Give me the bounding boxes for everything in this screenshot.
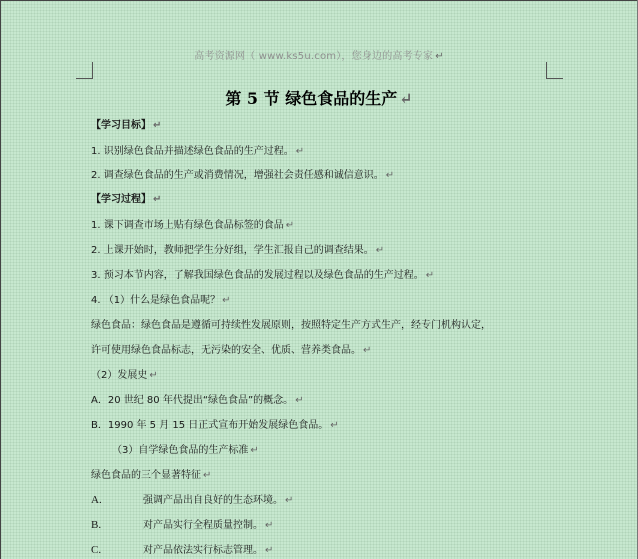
process-step-2: 2. 上课开始时，教师把学生分好组，学生汇报自己的调查结果。 ↵ <box>91 245 385 256</box>
objective-1: 1. 识别绿色食品并描述绿色食品的生产过程。 ↵ <box>91 146 305 157</box>
process-step-4: 4. （1）什么是绿色食品呢？ ↵ <box>91 295 231 306</box>
feature-b: B. 对产品实行全程质量控制。 ↵ <box>91 519 274 531</box>
section-heading-objectives: 【学习目标】 ↵ <box>91 120 162 131</box>
section-heading-process: 【学习过程】 ↵ <box>91 194 162 205</box>
objective-2: 2. 调查绿色食品的生产或消费情况，增强社会责任感和诚信意识。 ↵ <box>91 170 395 181</box>
features-heading: 绿色食品的三个显著特征 ↵ <box>91 470 212 481</box>
process-step-3: 3. 预习本节内容，了解我国绿色食品的发展过程以及绿色食品的生产过程。 ↵ <box>91 270 435 281</box>
definition-line-1: 绿色食品：绿色食品是遵循可持续性发展原则，按照特定生产方式生产，经专门机构认定， <box>91 320 491 331</box>
margin-corner-left <box>76 62 93 79</box>
margin-corner-right <box>546 62 563 79</box>
feature-label: C. <box>91 544 102 556</box>
process-step-1: 1. 课下调查市场上贴有绿色食品标签的食品 ↵ <box>91 220 295 231</box>
history-heading: （2）发展史 ↵ <box>91 370 158 381</box>
page-header <box>0 47 638 62</box>
paragraph-mark: ↵ <box>399 89 413 108</box>
document-title-text: 第 5 节 绿色食品的生产 <box>225 89 398 108</box>
window-left-border <box>0 0 1 559</box>
feature-c: C. 对产品依法实行标志管理。 ↵ <box>91 544 274 556</box>
window-top-border <box>0 0 638 1</box>
document-title <box>0 86 638 109</box>
feature-a: A. 强调产品出自良好的生态环境。 ↵ <box>91 494 294 506</box>
feature-label: B. <box>91 519 102 531</box>
history-item-b: B．1990 年 5 月 15 日正式宣布开始发展绿色食品。 ↵ <box>91 420 339 431</box>
paragraph-mark: ↵ <box>435 51 444 62</box>
page-header-text: 高考资源网（ www.ks5u.com），您身边的高考专家 <box>194 51 434 62</box>
definition-line-2: 许可使用绿色食品标志，无污染的安全、优质、营养类食品。 ↵ <box>91 345 372 356</box>
feature-label: A. <box>91 494 102 506</box>
history-item-a: A．20 世纪 80 年代提出“绿色食品”的概念。 ↵ <box>91 395 304 406</box>
standards-heading: （3）自学绿色食品的生产标准 ↵ <box>112 445 259 456</box>
